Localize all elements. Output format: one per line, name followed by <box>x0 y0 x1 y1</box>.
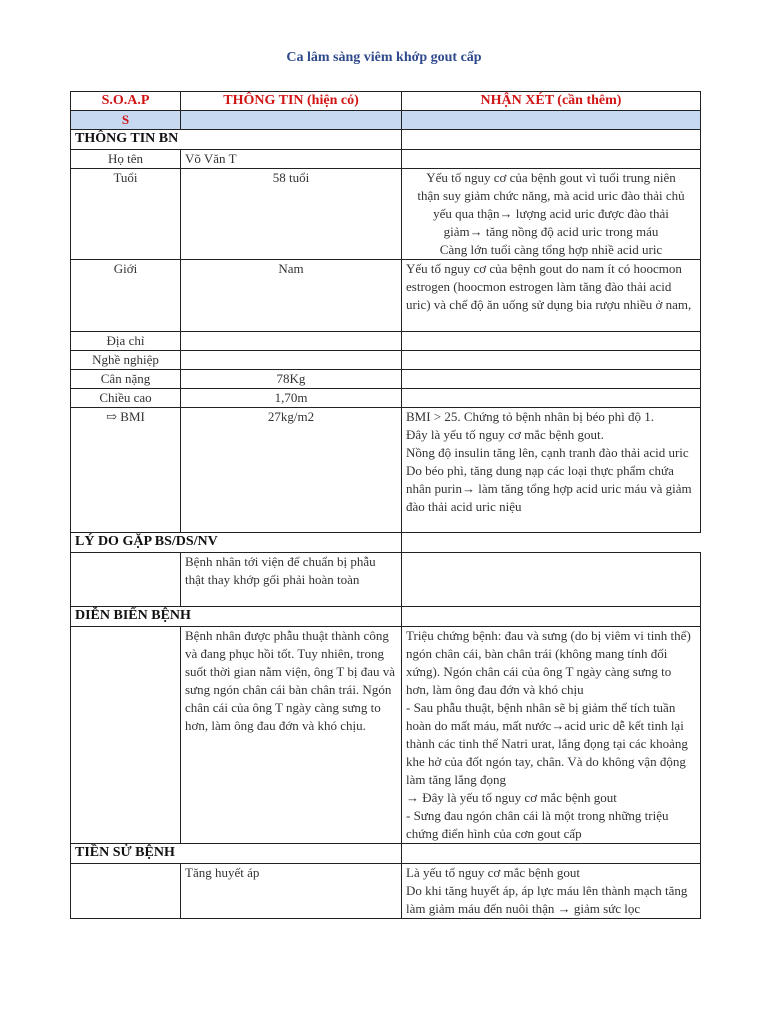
table-row-can-nang <box>71 370 701 389</box>
table-row-dien-bien <box>71 627 701 844</box>
row-info <box>181 332 402 351</box>
row-info: Bệnh nhân được phẫu thuật thành công và đang phục hồi tốt. Tuy nhiên, trong suốt thời gian nằm viện, ông T bị đau và sưng ngón chân cái bàn chân trái. Ngón chân cái của ông T ngày càng sưng to hơn, làm ông đau đớn và khó chịu. <box>181 627 402 844</box>
s-comment-cell <box>402 111 701 130</box>
row-label: Nghề nghiệp <box>71 351 181 370</box>
row-comment <box>402 150 701 169</box>
table-row-tien-su <box>71 864 701 919</box>
row-comment: Là yếu tố nguy cơ mắc bệnh gout Do khi tăng huyết áp, áp lực máu lên thành mạch tăng làm giảm máu đến nuôi thận → giảm sức lọc <box>402 864 701 919</box>
row-comment: Yếu tố nguy cơ của bệnh gout vì tuổi trung niên thận suy giảm chức năng, mà acid uric đào thải chủ yếu qua thận→ lượng acid uric được đào thải giảm→ tăng nồng độ acid uric trong máu Càng lớn tuổi càng tổng hợp nhiề acid uric <box>402 169 701 260</box>
section-label: TIỀN SỬ BỆNH <box>71 844 402 864</box>
row-comment <box>402 553 701 607</box>
row-comment: Yếu tố nguy cơ của bệnh gout do nam ít có hoocmon estrogen (hoocmon estrogen làm tăng đào thải acid uric) và chế độ ăn uống sử dụng bia rượu nhiều ở nam, <box>402 260 701 332</box>
section-comment-cell <box>402 607 701 627</box>
row-label-empty <box>71 864 181 919</box>
row-label: Tuổi <box>71 169 181 260</box>
row-label-bmi <box>71 408 181 533</box>
header-info: THÔNG TIN (hiện có) <box>181 92 402 111</box>
row-comment <box>402 370 701 389</box>
table-row-dia-chi <box>71 332 701 351</box>
row-label: Giới <box>71 260 181 332</box>
row-label-empty <box>71 627 181 844</box>
table-row-ly-do <box>71 553 701 607</box>
table-row-gioi <box>71 260 701 332</box>
row-info <box>181 351 402 370</box>
section-comment-cell <box>402 130 701 150</box>
row-comment <box>402 351 701 370</box>
row-info: 58 tuổi <box>181 169 402 260</box>
row-info: 78Kg <box>181 370 402 389</box>
header-soap: S.O.A.P <box>71 92 181 111</box>
row-comment <box>402 389 701 408</box>
section-label: DIỄN BIẾN BỆNH <box>71 607 402 627</box>
row-label: BMI <box>120 409 145 424</box>
section-comment-cell <box>402 844 701 864</box>
row-info: Võ Văn T <box>181 150 402 169</box>
section-dien-bien <box>71 607 701 627</box>
row-label: Địa chỉ <box>71 332 181 351</box>
page-title: Ca lâm sàng viêm khớp gout cấp <box>286 50 482 65</box>
soap-table <box>70 91 701 919</box>
row-label: Chiều cao <box>71 389 181 408</box>
row-comment: Triệu chứng bệnh: đau và sưng (do bị viêm vi tinh thể) ngón chân cái, bàn chân trái (không mang tính đối xứng). Ngón chân cái của ông T ngày càng sưng to hơn, làm ông đau đớn và khó chịu - Sau phẫu thuật, bệnh nhân sẽ bị giảm thể tích tuần hoàn do mất máu, mất nước→acid uric dễ kết tinh lại thành các tinh thể Natri urat, lắng đọng tại các khoảng khe hở của đốt ngón tay, chân. Và do không vận động làm tăng lắng đọng → Đây là yếu tố nguy cơ mắc bệnh gout - Sưng đau ngón chân cái là một trong những triệu chứng điển hình của cơn gout cấp <box>402 627 701 844</box>
table-header-row <box>71 92 701 111</box>
section-label: THÔNG TIN BN <box>71 130 402 150</box>
arrow-right-icon: ⇨ <box>106 409 118 424</box>
row-label: Họ tên <box>71 150 181 169</box>
s-row <box>71 111 701 130</box>
section-label: LÝ DO GẶP BS/DS/NV <box>71 533 402 553</box>
table-row-tuoi <box>71 169 701 260</box>
section-comment-cell <box>402 533 701 553</box>
row-info: 1,70m <box>181 389 402 408</box>
table-row-chieu-cao <box>71 389 701 408</box>
row-info: Nam <box>181 260 402 332</box>
section-tien-su <box>71 844 701 864</box>
s-info-cell <box>181 111 402 130</box>
row-comment <box>402 332 701 351</box>
row-comment: BMI > 25. Chứng tỏ bệnh nhân bị béo phì độ 1. Đây là yếu tố nguy cơ mắc bệnh gout. Nồng độ insulin tăng lên, cạnh tranh đào thải acid uric Do béo phì, tăng dung nạp các loại thực phẩm chứa nhân purin→ làm tăng tổng hợp acid uric máu và giảm đào thải acid uric niệu <box>402 408 701 533</box>
row-info: 27kg/m2 <box>181 408 402 533</box>
table-row-bmi <box>71 408 701 533</box>
row-info: Tăng huyết áp <box>181 864 402 919</box>
section-thong-tin-bn <box>71 130 701 150</box>
row-info: Bệnh nhân tới viện để chuẩn bị phẫu thật thay khớp gối phải hoàn toàn <box>181 553 402 607</box>
table-row-nghe-nghiep <box>71 351 701 370</box>
row-label-empty <box>71 553 181 607</box>
section-ly-do <box>71 533 701 553</box>
header-comment: NHẬN XÉT (cần thêm) <box>402 92 701 111</box>
table-row-ho-ten <box>71 150 701 169</box>
s-label: S <box>71 111 181 130</box>
row-label: Cân nặng <box>71 370 181 389</box>
